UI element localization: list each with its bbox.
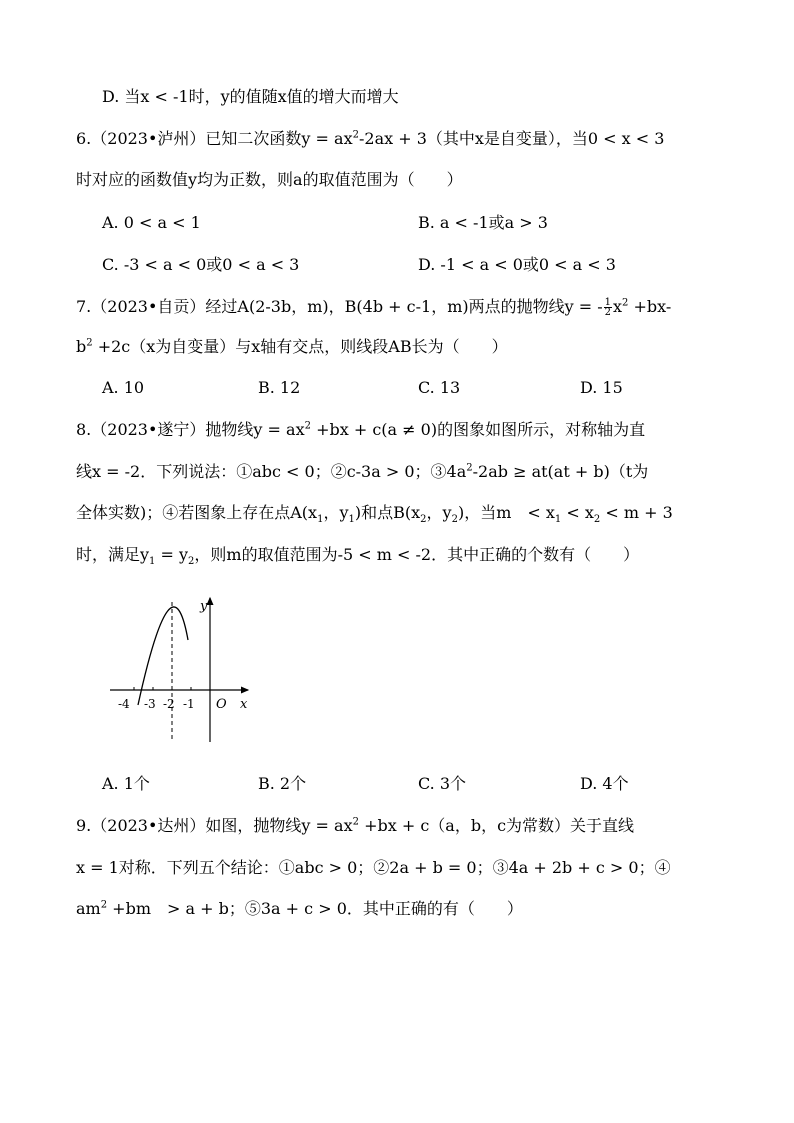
q7-option-a[interactable]: A. 10 <box>102 378 145 397</box>
q8-stem-line2: 线x = -2．下列说法：①abc < 0；②c-3a > 0；$③4a^2-2ab \ge at(at + b)(t$为 <box>76 462 649 481</box>
tick-label: -2 <box>163 697 175 711</box>
q6-option-b[interactable]: B. a < -1或a > 3 <box>418 213 548 232</box>
q7-stem-line2: $b^2 +2c(x$为自变量）与x轴有交点，则线段AB长为（ ） <box>76 337 508 356</box>
q9-stem-line3: $am^2 +bm$ > a + b；⑤3a + c > 0．其中正确的有（ ） <box>76 899 523 918</box>
tick-label: -3 <box>144 697 156 711</box>
q8-stem-line1: 8.（2023•遂宁）抛物线$y = ax^2 +bx + c(a \ne 0)$的图象如图所示，对称轴为直 <box>76 420 646 439</box>
q9-stem-line1: 9.（2023•达州）如图，抛物线$y = ax^2 +bx + c(a$，b，c为常数）关于直线 <box>76 816 635 835</box>
q8-option-a[interactable]: A. 1个 <box>102 774 150 793</box>
q8-option-c[interactable]: C. 3个 <box>418 774 467 793</box>
q6-option-c[interactable]: C. -3 < a < 0或0 < a < 3 <box>102 255 300 274</box>
q6-stem-line1: 6.（2023•泸州）已知二次函数$y = ax^2-2ax + 3$（其中x是自变量），当0 < x < 3 <box>76 129 665 148</box>
q7-option-b[interactable]: B. 12 <box>258 378 301 397</box>
q8-option-d[interactable]: D. 4个 <box>580 774 629 793</box>
q9-stem-line2: x = 1对称．下列五个结论：①abc > 0；②2a + b = 0；③4a + 2b + c > 0；④ <box>76 858 671 877</box>
q7-stem-line1: 7.（2023•自贡）经过A(2-3b，m)，B(4b + c-1，m)两点的抛物线y = - $\frac{1}{2}$ $x^2 +bx-$ <box>76 297 672 318</box>
q8-option-b[interactable]: B. 2个 <box>258 774 307 793</box>
q7-option-c[interactable]: C. 13 <box>418 378 461 397</box>
q5-option-d: D. 当x < -1时，y的值随x值的增大而增大 <box>102 87 399 106</box>
q8-stem-line3: 全体实数)；④若图象上存在点$A(x_1$，$y_1$)和点$B(x_2$，$y_2$)，当m < $x_1 < x_2 < m + 3$ <box>76 503 673 526</box>
q6-option-d[interactable]: D. -1 < a < 0或0 < a < 3 <box>418 255 616 274</box>
fraction-one-half: $\frac{1}{2}$ <box>604 297 612 318</box>
parabola-graph <box>100 590 260 750</box>
tick-label: -1 <box>183 697 195 711</box>
origin-label: O <box>216 697 227 712</box>
q6-stem-line2: 时对应的函数值y均为正数，则a的取值范围为（ ） <box>76 170 463 189</box>
x-axis-label: x <box>240 697 248 712</box>
q7-option-d[interactable]: D. 15 <box>580 378 623 397</box>
q6-option-a[interactable]: A. 0 < a < 1 <box>102 213 201 232</box>
y-axis-label: y <box>200 599 208 614</box>
tick-label: -4 <box>118 697 130 711</box>
q8-stem-line4: 时，满足$y_1 = y_2$，则m的取值范围为-5 < m < -2．其中正确的个数有（ ） <box>76 545 640 568</box>
